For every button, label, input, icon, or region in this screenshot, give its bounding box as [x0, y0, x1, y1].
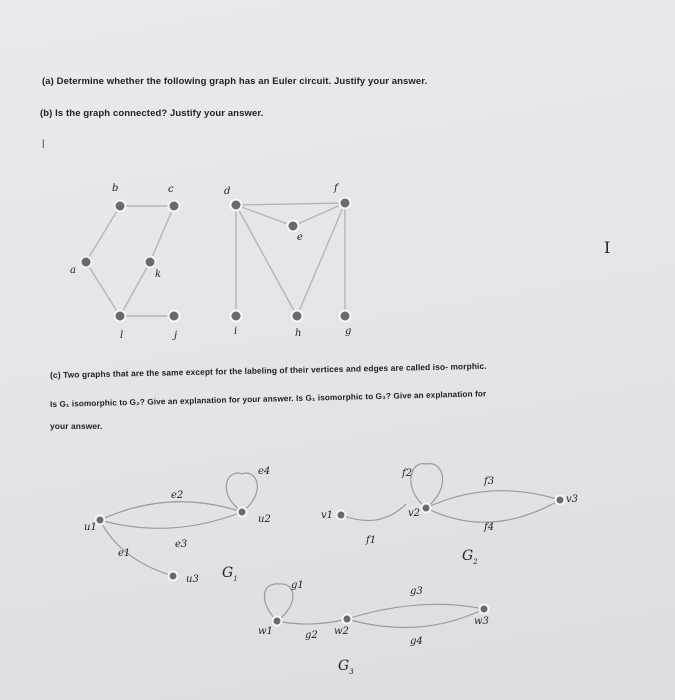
g3-label-w3: w3: [474, 616, 489, 627]
label-k: k: [155, 269, 162, 280]
g1-edges: [100, 473, 257, 576]
question-b: (b) Is the graph connected? Justify your answer.: [40, 108, 264, 119]
g1-label-u2: u2: [258, 514, 271, 525]
g2-label-v2: v2: [408, 508, 421, 519]
g3-label-w2: w2: [334, 626, 349, 637]
g1-vertex-u3: [169, 572, 178, 581]
g1-label-u1: u1: [84, 522, 97, 533]
g3-label-g1: g1: [291, 580, 304, 591]
g1-vertex-u1: [96, 516, 105, 525]
part-c-line1: (c) Two graphs that are the same except for the labeling of their vertices and edges are called iso- morphic.: [50, 360, 487, 380]
label-i: i: [234, 326, 238, 337]
g3-vertex-w2: [343, 615, 352, 624]
i-beam-cursor-icon: I: [604, 238, 611, 257]
g1-label-e4: e4: [258, 466, 271, 477]
g3-label-g4: g4: [410, 636, 423, 647]
g1-title: $G_1$: [222, 565, 238, 583]
g3-label-g2: g2: [305, 630, 318, 641]
g3-label-g3: g3: [410, 586, 423, 597]
label-h: h: [295, 328, 302, 339]
g2-title: $G_2$: [462, 548, 478, 566]
label-j: j: [174, 330, 178, 341]
g2-label-f3: f3: [484, 476, 495, 487]
g2-label-v1: v1: [321, 510, 334, 521]
label-g: g: [345, 326, 352, 337]
label-c: c: [168, 184, 174, 195]
g2-edges: [341, 464, 560, 523]
label-a: a: [70, 265, 76, 276]
label-d: d: [224, 186, 231, 197]
question-a: (a) Determine whether the following graph has an Euler circuit. Justify your answer.: [42, 76, 428, 87]
g3-vertex-w1: [273, 617, 282, 626]
label-b: b: [112, 183, 119, 194]
g2-label-f1: f1: [366, 535, 377, 546]
g2-vertex-v1: [337, 511, 346, 520]
g1-label-e1: e1: [118, 548, 131, 559]
g1-label-e2: e2: [171, 490, 184, 501]
g2-label-f4: f4: [484, 522, 495, 533]
g2-label-v3: v3: [566, 494, 579, 505]
g2-vertex-v2: [422, 504, 431, 513]
g2-label-f2: f2: [402, 468, 413, 479]
g1-vertex-u2: [238, 508, 247, 517]
g1-label-e3: e3: [175, 539, 188, 550]
label-l: l: [120, 330, 124, 341]
g3-label-w1: w1: [258, 626, 273, 637]
g3-title: $G_3$: [338, 658, 354, 676]
part-c-line3: your answer.: [50, 421, 103, 431]
text-cursor: |: [42, 138, 45, 149]
label-f: f: [334, 183, 338, 194]
g2-vertex-v3: [556, 496, 565, 505]
part-c-line2: Is G₁ isomorphic to G₂? Give an explanation for your answer. Is G₁ isomorphic to G₃? Give an explanation for: [50, 389, 487, 409]
g3-vertex-w3: [480, 605, 489, 614]
label-e: e: [297, 232, 303, 243]
g1-label-u3: u3: [186, 574, 199, 585]
